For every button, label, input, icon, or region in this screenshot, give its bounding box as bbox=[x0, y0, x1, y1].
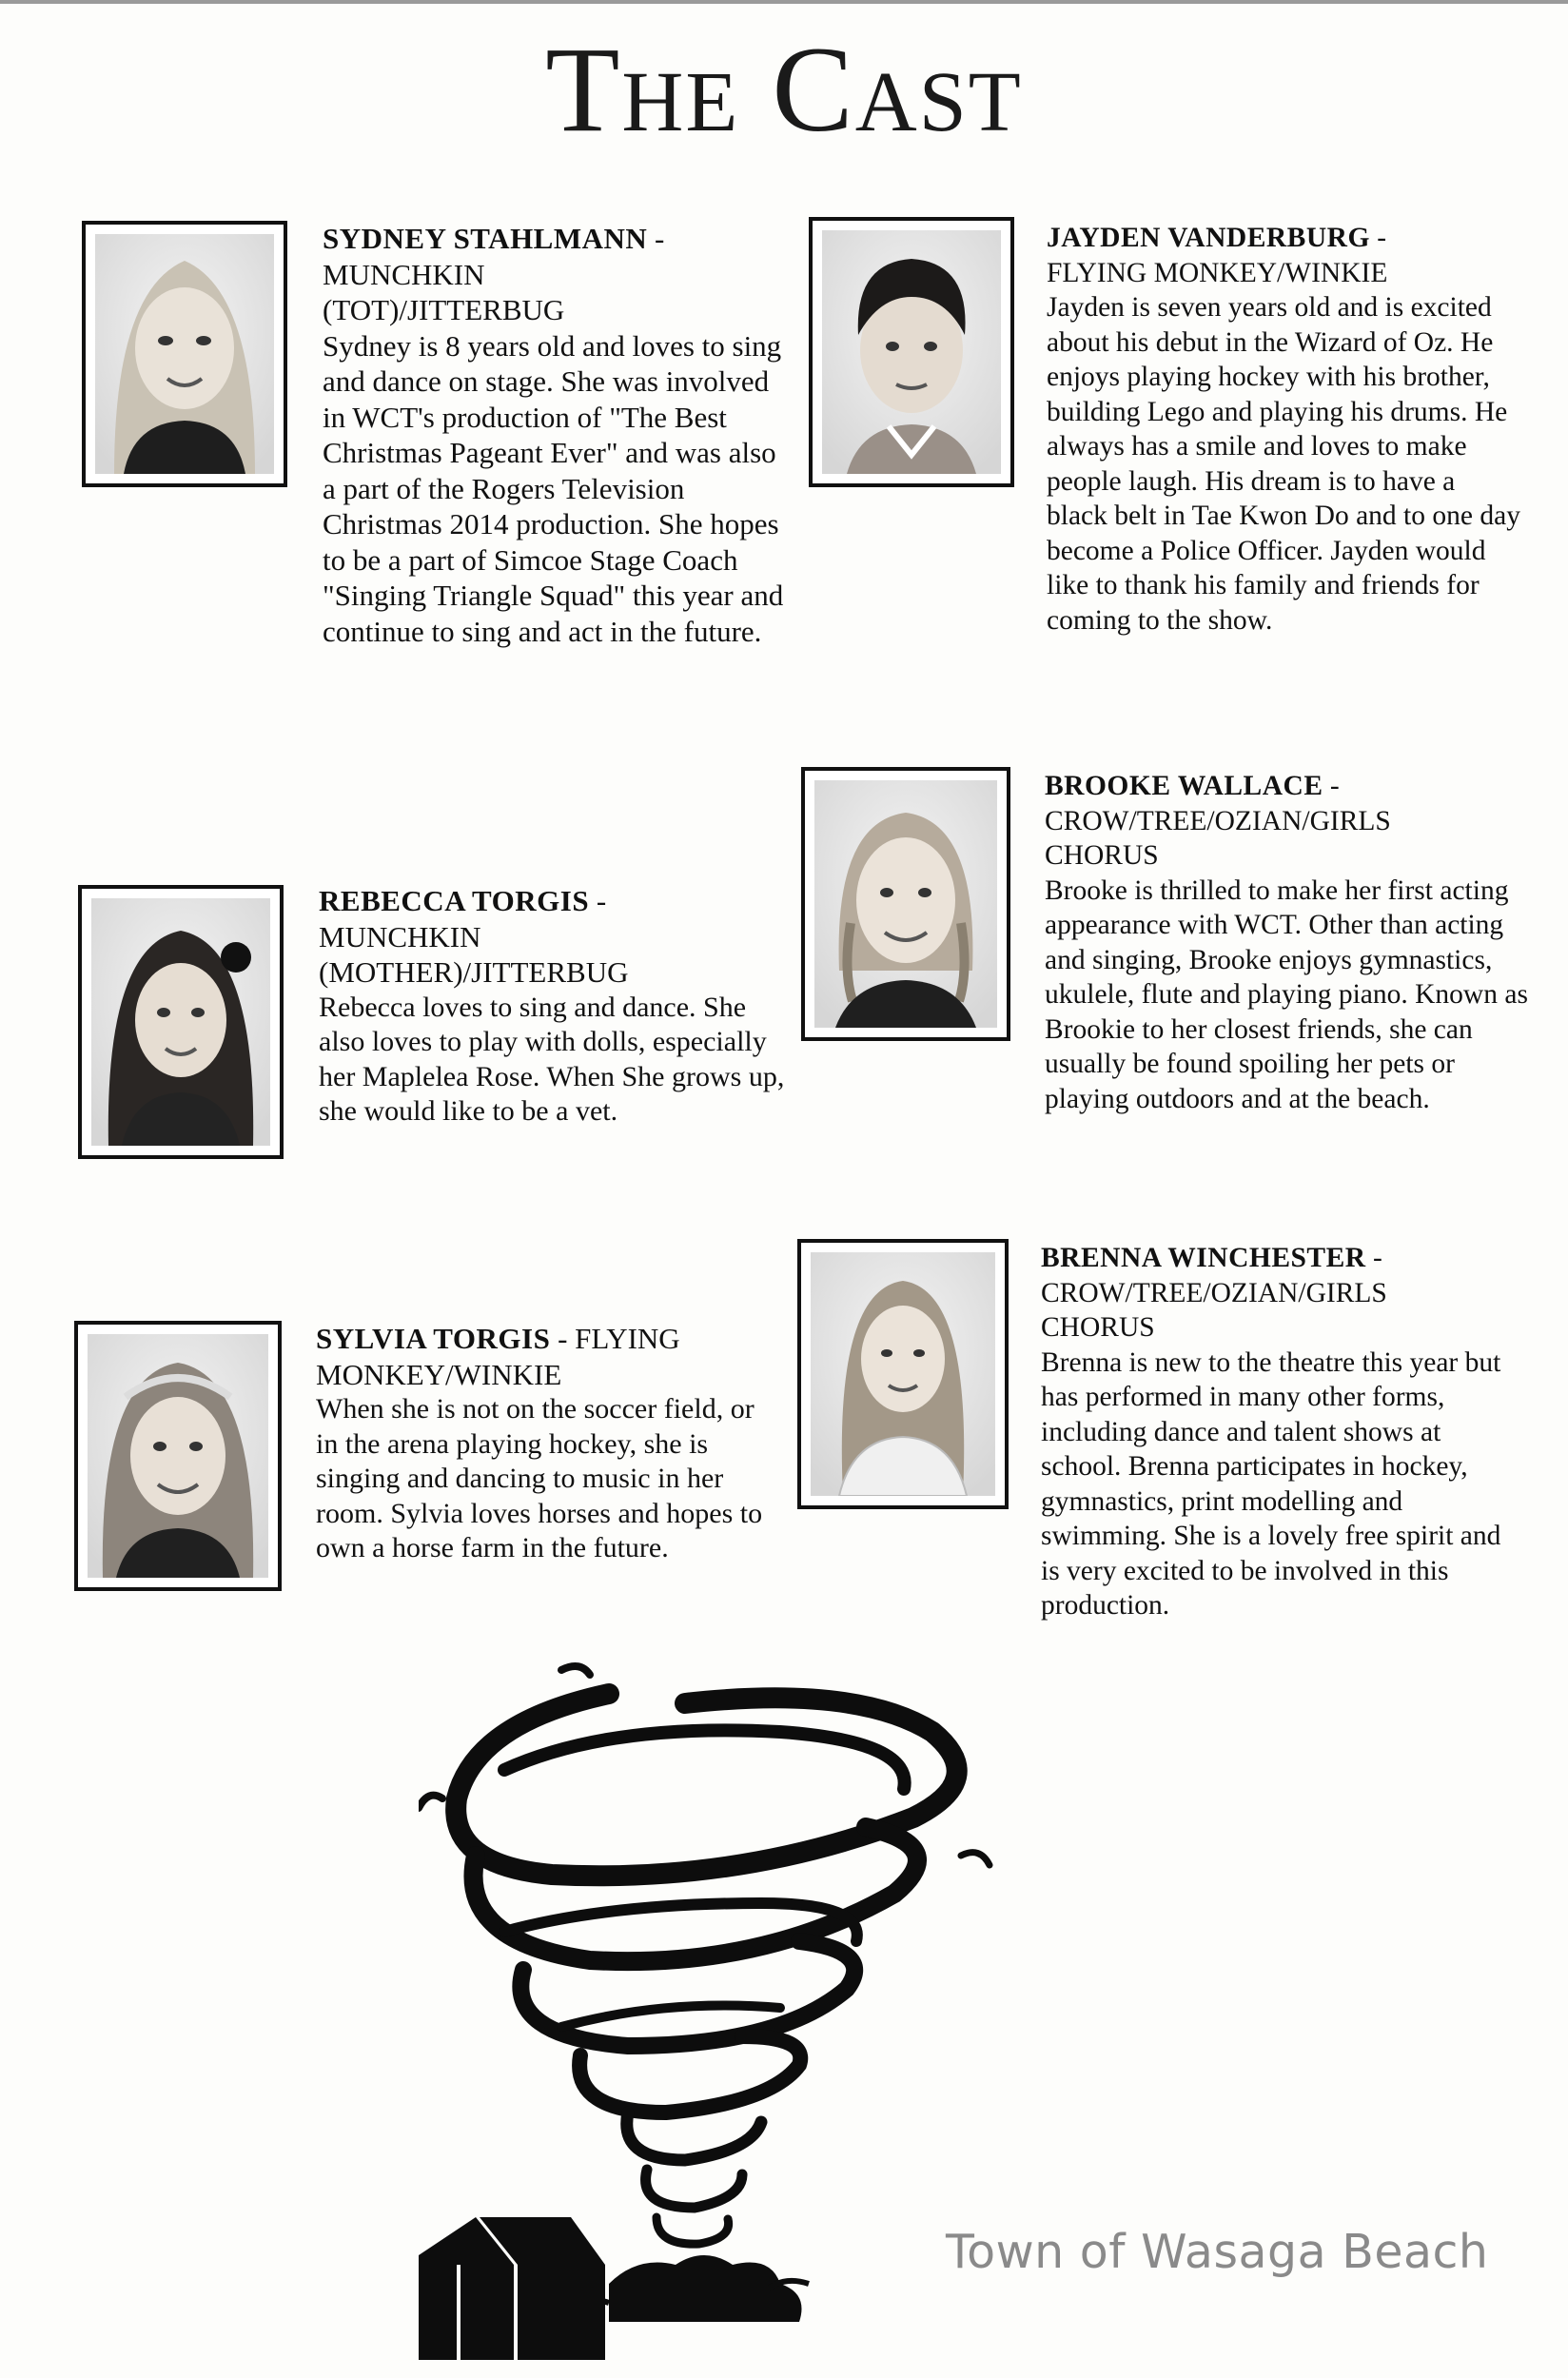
portrait-girl-icon bbox=[95, 234, 274, 474]
portrait-photo bbox=[801, 767, 1010, 1041]
portrait-photo bbox=[797, 1239, 1009, 1509]
cast-name: JAYDEN VANDERBURG bbox=[1047, 223, 1370, 253]
cast-role-continued: (MOTHER)/JITTERBUG bbox=[319, 955, 629, 989]
cast-role-continued: (TOT)/JITTERBUG bbox=[323, 293, 565, 326]
tornado-house-illustration-icon bbox=[419, 1656, 1009, 2360]
cast-role-continued: MONKEY/WINKIE bbox=[316, 1357, 562, 1391]
portrait-girl-icon bbox=[91, 898, 270, 1146]
cast-role: MUNCHKIN bbox=[319, 919, 481, 953]
cast-bio: Jayden is seven years old and is excited about his debut in the Wizard of Oz. He enjoys playing hockey with his brother, building Lego and playing his drums. He always has a smile and loves to make people laugh. His dream is to have a black belt in Tae Kwon Do and to one day become a Police Officer. Jayden would like to thank his family and friends for coming to the show. bbox=[1047, 292, 1520, 636]
cast-bio: Rebecca loves to sing and dance. She also loves to play with dolls, especially her Maplelea Rose. When She grows up, she would like to be a vet. bbox=[319, 991, 785, 1127]
portrait-photo bbox=[74, 1321, 282, 1591]
cast-role-continued: CHORUS bbox=[1041, 1312, 1155, 1343]
cast-name: BRENNA WINCHESTER bbox=[1041, 1243, 1366, 1273]
portrait-photo bbox=[809, 217, 1014, 487]
portrait-girl-icon bbox=[811, 1252, 995, 1496]
cast-bio: Sydney is 8 years old and loves to sing and dance on stage. She was involved in WCT's production of "The Best Christmas Pageant Ever" and was also a part of the Rogers Television Christmas 2014 production. She hopes to be a part of Simcoe Stage Coach "Singing Triangle Squad" this year and continue to sing and act in the future. bbox=[323, 328, 784, 648]
cast-role: CROW/TREE/OZIAN/GIRLS bbox=[1045, 805, 1391, 836]
portrait-photo bbox=[78, 885, 284, 1159]
page-title: The Cast bbox=[545, 22, 1023, 157]
portrait-boy-icon bbox=[822, 230, 1001, 474]
cast-bio: When she is not on the soccer field, or in the arena playing hockey, she is singing and dancing to music in her room. Sylvia loves horses and hopes to own a horse farm in the future. bbox=[316, 1393, 763, 1563]
cast-role: FLYING bbox=[575, 1322, 680, 1355]
cast-role: CROW/TREE/OZIAN/GIRLS bbox=[1041, 1277, 1387, 1308]
cast-name: SYLVIA TORGIS bbox=[316, 1322, 551, 1355]
portrait-girl-icon bbox=[814, 780, 997, 1028]
cast-role-continued: CHORUS bbox=[1045, 840, 1159, 871]
cast-name: REBECCA TORGIS bbox=[319, 884, 590, 917]
cast-role: MUNCHKIN bbox=[323, 257, 485, 291]
cast-bio: Brooke is thrilled to make her first acting appearance with WCT. Other than acting and singing, Brooke enjoys gymnastics, ukulele, flute and playing piano. Known as Brookie to her closest friends, she can usually be found spoiling her pets or playing outdoors and at the beach. bbox=[1045, 875, 1528, 1114]
photo-credit-watermark: Town of Wasaga Beach bbox=[946, 2225, 1489, 2279]
cast-role: FLYING MONKEY/WINKIE bbox=[1047, 257, 1388, 288]
portrait-girl-icon bbox=[88, 1334, 268, 1578]
portrait-photo bbox=[82, 221, 287, 487]
cast-name: BROOKE WALLACE bbox=[1045, 771, 1323, 801]
cast-name: SYDNEY STAHLMANN bbox=[323, 222, 648, 255]
top-edge-line bbox=[0, 0, 1568, 4]
cast-bio: Brenna is new to the theatre this year but has performed in many other forms, including dance and talent shows at school. Brenna participates in hockey, gymnastics, print modelling and swimming. She is a lovely free spirit and is very excited to be involved in this production. bbox=[1041, 1346, 1501, 1621]
